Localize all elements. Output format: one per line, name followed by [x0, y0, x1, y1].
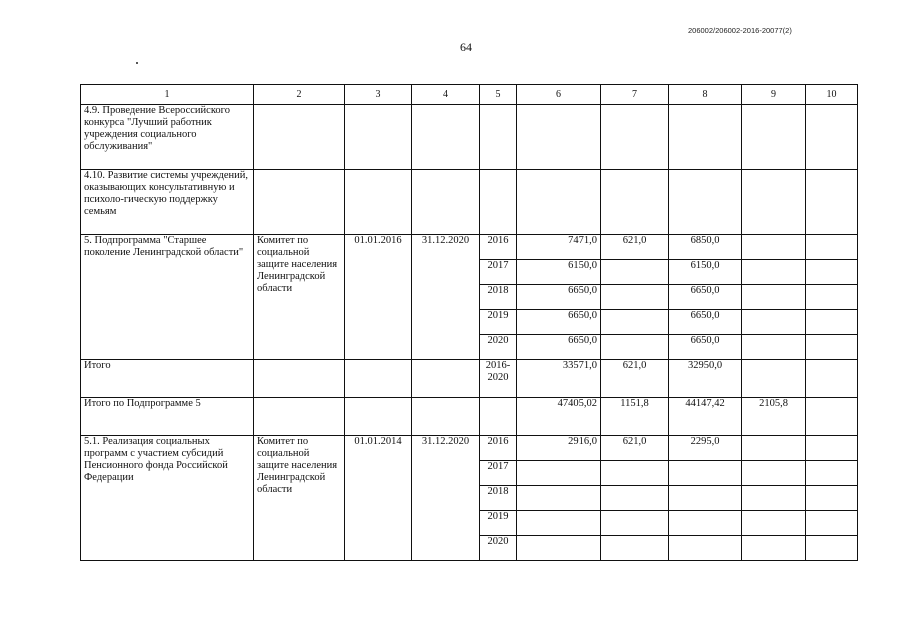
executor: Комитет по социальной защите населения Ленинградской области — [254, 235, 345, 360]
row-description: 5.1. Реализация социальных программ с участием субсидий Пенсионного фонда Российской Федерации — [81, 436, 254, 561]
regional-cell: 6650,0 — [669, 310, 742, 335]
year-cell: 2016 — [480, 436, 517, 461]
total-cell: 6150,0 — [517, 260, 601, 285]
column-header: 6 — [517, 85, 601, 105]
federal-cell: 621,0 — [601, 436, 669, 461]
scan-speck — [136, 62, 138, 64]
regional-cell: 44147,42 — [669, 398, 742, 436]
row-description: 4.9. Проведение Всероссийского конкурса "Лучший работник учреждения социального обслуживания" — [81, 105, 254, 170]
regional-cell — [669, 486, 742, 511]
table-row-total — [81, 360, 858, 398]
table-row-4-10 — [81, 170, 858, 235]
document-code: 206002/206002-2016-20077(2) — [688, 26, 792, 35]
total-cell: 7471,0 — [517, 235, 601, 260]
federal-cell — [601, 486, 669, 511]
column-header-row — [81, 85, 858, 105]
year-cell: 2019 — [480, 511, 517, 536]
regional-cell: 6650,0 — [669, 285, 742, 310]
year-cell: 2016 — [480, 235, 517, 260]
total-cell: 6650,0 — [517, 285, 601, 310]
row-description: Итого — [81, 360, 254, 398]
row-description: Итого по Подпрограмме 5 — [81, 398, 254, 436]
budget-table — [80, 84, 858, 561]
regional-cell — [669, 461, 742, 486]
federal-cell: 1151,8 — [601, 398, 669, 436]
table-row-total-subprogram-5 — [81, 398, 858, 436]
column-header: 2 — [254, 85, 345, 105]
federal-cell: 621,0 — [601, 360, 669, 398]
local-cell: 2105,8 — [742, 398, 806, 436]
federal-cell — [601, 335, 669, 360]
column-header: 4 — [412, 85, 480, 105]
year-cell: 2019 — [480, 310, 517, 335]
federal-cell — [601, 260, 669, 285]
column-header: 9 — [742, 85, 806, 105]
executor: Комитет по социальной защите населения Ленинградской области — [254, 436, 345, 561]
regional-cell — [669, 536, 742, 561]
year-cell: 2017 — [480, 461, 517, 486]
total-cell: 47405,02 — [517, 398, 601, 436]
regional-cell: 32950,0 — [669, 360, 742, 398]
total-cell — [517, 486, 601, 511]
end-date: 31.12.2020 — [412, 436, 480, 561]
column-header: 10 — [806, 85, 858, 105]
table-row-5-1 — [81, 436, 858, 461]
total-cell — [517, 461, 601, 486]
total-cell: 6650,0 — [517, 335, 601, 360]
federal-cell — [601, 310, 669, 335]
period-cell: 2016-2020 — [480, 360, 517, 398]
federal-cell — [601, 536, 669, 561]
start-date: 01.01.2014 — [345, 436, 412, 561]
regional-cell: 6150,0 — [669, 260, 742, 285]
column-header: 3 — [345, 85, 412, 105]
row-description: 4.10. Развитие системы учреждений, оказывающих консультативную и психоло-гическую поддержку семьям — [81, 170, 254, 235]
column-header: 7 — [601, 85, 669, 105]
end-date: 31.12.2020 — [412, 235, 480, 360]
column-header: 8 — [669, 85, 742, 105]
page-number: 64 — [460, 40, 472, 54]
column-header: 5 — [480, 85, 517, 105]
federal-cell — [601, 285, 669, 310]
year-cell: 2020 — [480, 335, 517, 360]
year-cell: 2020 — [480, 536, 517, 561]
federal-cell — [601, 511, 669, 536]
column-header: 1 — [81, 85, 254, 105]
total-cell: 33571,0 — [517, 360, 601, 398]
year-cell: 2018 — [480, 486, 517, 511]
regional-cell: 6850,0 — [669, 235, 742, 260]
total-cell — [517, 536, 601, 561]
regional-cell — [669, 511, 742, 536]
total-cell — [517, 511, 601, 536]
total-cell: 6650,0 — [517, 310, 601, 335]
table-row-subprogram-5 — [81, 235, 858, 260]
year-cell: 2018 — [480, 285, 517, 310]
start-date: 01.01.2016 — [345, 235, 412, 360]
year-cell: 2017 — [480, 260, 517, 285]
table-row-4-9 — [81, 105, 858, 170]
total-cell: 2916,0 — [517, 436, 601, 461]
regional-cell: 2295,0 — [669, 436, 742, 461]
federal-cell — [601, 461, 669, 486]
regional-cell: 6650,0 — [669, 335, 742, 360]
federal-cell: 621,0 — [601, 235, 669, 260]
row-description: 5. Подпрограмма "Старшее поколение Ленинградской области" — [81, 235, 254, 360]
